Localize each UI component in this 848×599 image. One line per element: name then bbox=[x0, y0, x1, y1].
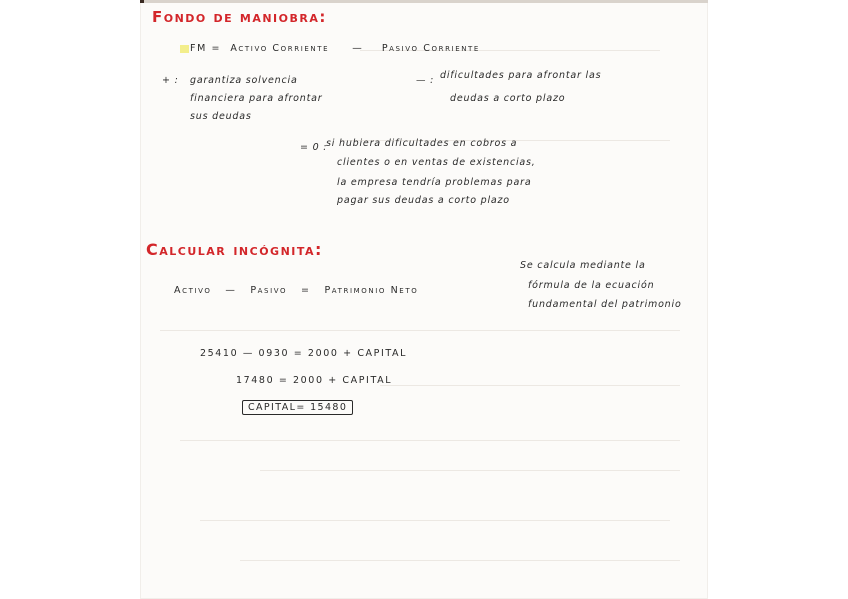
negative-line: deudas a corto plazo bbox=[450, 93, 566, 104]
calculation-step: 25410 — 0930 = 2000 + CAPITAL bbox=[200, 348, 408, 359]
bleed-line bbox=[240, 560, 680, 561]
bleed-line bbox=[200, 520, 670, 521]
note-line: fundamental del patrimonio bbox=[528, 299, 682, 310]
note-line: Se calcula mediante la bbox=[520, 260, 646, 271]
page-top-edge bbox=[140, 0, 708, 3]
capital-result: CAPITAL= 15480 bbox=[242, 400, 353, 415]
positive-line: garantiza solvencia bbox=[190, 75, 298, 86]
bleed-line bbox=[380, 385, 680, 386]
zero-line: la empresa tendría problemas para bbox=[337, 177, 532, 188]
patrimonio-equation: Activo — Pasivo = Patrimonio Neto bbox=[174, 285, 419, 296]
fm-formula: FM = Activo Corriente — Pasivo Corriente bbox=[180, 43, 480, 54]
bleed-line bbox=[160, 330, 680, 331]
positive-sign: + : bbox=[162, 75, 179, 86]
corner-mark bbox=[140, 0, 144, 3]
notebook-page bbox=[140, 0, 708, 599]
bleed-line bbox=[180, 440, 680, 441]
zero-line: pagar sus deudas a corto plazo bbox=[337, 195, 510, 206]
section-title-calcular: Calcular incógnita: bbox=[146, 240, 323, 259]
section-title-fondo: Fondo de maniobra: bbox=[152, 8, 327, 26]
zero-line: clientes o en ventas de existencias, bbox=[337, 157, 536, 168]
highlight-mark bbox=[180, 45, 189, 53]
zero-line: si hubiera dificultades en cobros a bbox=[326, 138, 518, 149]
note-line: fórmula de la ecuación bbox=[528, 280, 655, 291]
positive-line: financiera para afrontar bbox=[190, 93, 323, 104]
zero-sign: = 0 : bbox=[300, 142, 328, 153]
positive-line: sus deudas bbox=[190, 111, 252, 122]
negative-sign: — : bbox=[416, 75, 435, 86]
bleed-line bbox=[260, 470, 680, 471]
calculation-step: 17480 = 2000 + CAPITAL bbox=[236, 375, 393, 386]
negative-line: dificultades para afrontar las bbox=[440, 70, 602, 81]
